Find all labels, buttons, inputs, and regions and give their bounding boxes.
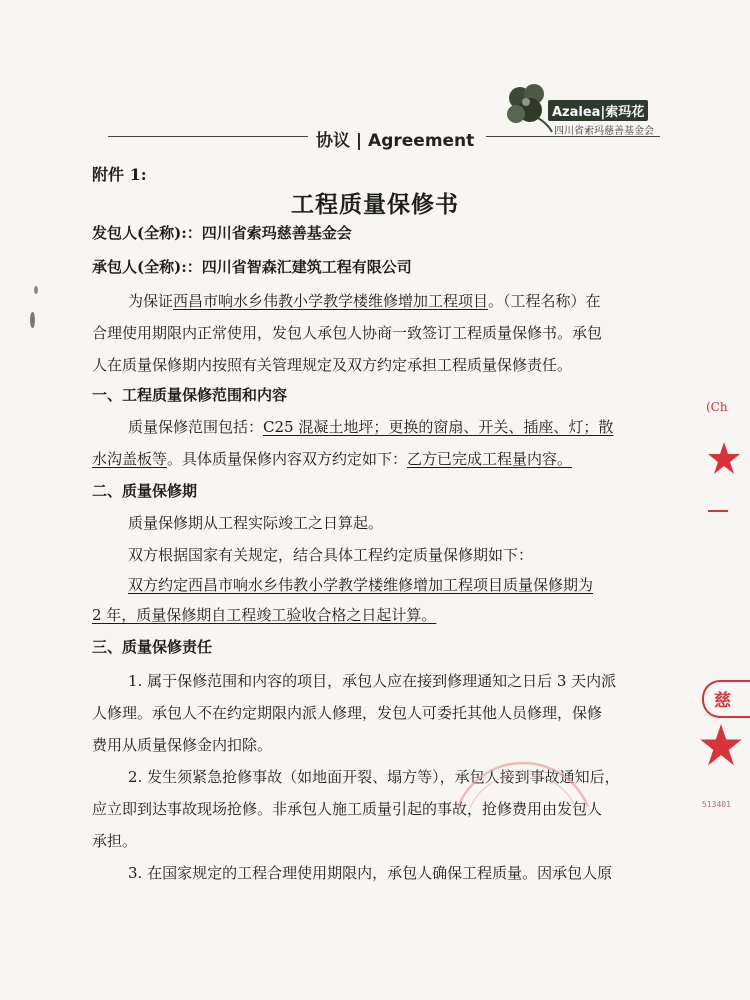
contractor-row	[92, 256, 412, 277]
warranty-term-line-2: 2 年，质量保修期自工程竣工验收合格之日起计算。	[92, 606, 437, 624]
logo-title: Azalea|索玛花	[548, 100, 648, 121]
right-edge-seal-upper	[704, 392, 750, 532]
section-2-heading: 二、质量保修期	[92, 482, 198, 500]
faint-company-seal	[448, 712, 598, 822]
header-divider-left	[108, 136, 308, 137]
item-1-line-3: 费用从质量保修金内扣除。	[92, 736, 273, 754]
right-edge-seal-lower	[698, 680, 750, 820]
scope-value-2: 水沟盖板等	[92, 450, 168, 468]
employer-value: ：四川省索玛慈善基金会	[186, 224, 352, 242]
attachment-label: 附件 1:	[92, 165, 147, 184]
scan-mark	[34, 286, 38, 294]
intro-prefix: 为保证	[128, 292, 174, 310]
intro-line-2: 合理使用期限内正常使用，发包人承包人协商一致签订工程质量保修书。承包	[92, 324, 603, 342]
section-3-heading: 三、质量保修责任	[92, 638, 213, 656]
intro-suffix: 。（工程名称）在	[488, 292, 601, 310]
section-2-p1: 质量保修期从工程实际竣工之日算起。	[128, 514, 384, 532]
scope-prefix: 质量保修范围包括：	[128, 418, 264, 436]
section-1-heading: 一、工程质量保修范围和内容	[92, 386, 288, 404]
scope-value-3: 乙方已完成工程量内容。	[407, 450, 573, 468]
header-divider-right	[486, 136, 660, 137]
contractor-value: ：四川省智森汇建筑工程有限公司	[186, 258, 412, 276]
intro-project-name: 西昌市响水乡伟教小学教学楼维修增加工程项目	[173, 292, 489, 310]
intro-line-1	[128, 290, 601, 311]
scope-value-1: C25 混凝土地坪；更换的窗扇、开关、插座、灯；散	[263, 418, 614, 436]
scope-line-1	[128, 416, 613, 437]
seal-star-icon-lower	[700, 724, 742, 768]
warranty-term-line-1: 双方约定西昌市响水乡伟教小学教学楼维修增加工程项目质量保修期为	[128, 576, 594, 594]
employer-label: 发包人(全称):	[92, 224, 187, 242]
seal-text-top: (Ch	[706, 400, 728, 414]
scan-mark	[30, 312, 35, 328]
item-1-line-1: 1. 属于保修范围和内容的项目，承包人应在接到修理通知之日后 3 天内派	[128, 672, 617, 690]
item-2-line-2: 应立即到达事故现场抢修。非承包人施工质量引起的事故，抢修费用由发包人	[92, 800, 603, 818]
intro-line-3: 人在质量保修期内按照有关管理规定及双方约定承担工程质量保修责任。	[92, 356, 573, 374]
item-3-line-1: 3. 在国家规定的工程合理使用期限内，承包人确保工程质量。因承包人原	[128, 864, 613, 882]
doc-header: 协议 | Agreement	[316, 131, 475, 151]
scope-mid: 。具体质量保修内容双方约定如下：	[167, 450, 408, 468]
contractor-label: 承包人(全称):	[92, 258, 187, 276]
seal-number: 513401	[702, 800, 731, 809]
seal-char: 慈	[714, 691, 731, 711]
seal-dash	[708, 510, 728, 512]
scope-line-2	[92, 448, 572, 469]
azalea-logo	[502, 80, 672, 138]
seal-star-icon	[708, 442, 740, 476]
employer-row	[92, 222, 352, 243]
page-title: 工程质量保修书	[291, 191, 459, 218]
item-1-line-2: 人修理。承包人不在约定期限内派人修理，发包人可委托其他人员修理，保修	[92, 704, 603, 722]
item-2-line-1: 2. 发生须紧急抢修事故（如地面开裂、塌方等），承包人接到事故通知后，	[128, 768, 620, 786]
section-2-p2: 双方根据国家有关规定，结合具体工程约定质量保修期如下：	[128, 546, 534, 564]
item-2-line-3: 承担。	[92, 832, 138, 850]
logo-subtitle: 四川省索玛慈善基金会	[554, 126, 654, 137]
